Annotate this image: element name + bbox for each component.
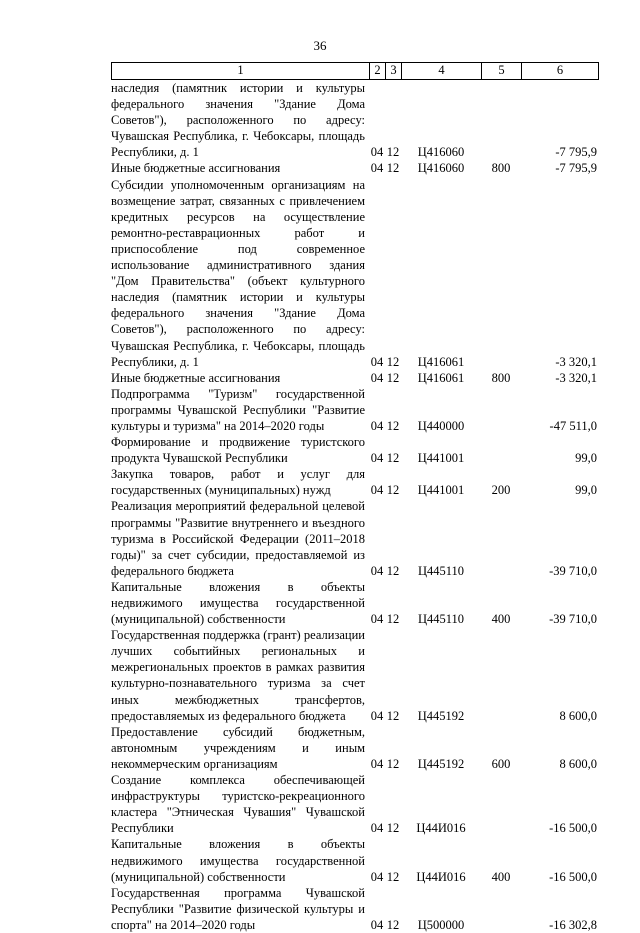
target-article-code: Ц44И016 — [416, 821, 466, 836]
subsection-code: 12 — [386, 161, 400, 176]
column-header: 2 — [369, 63, 385, 79]
table-row — [111, 434, 599, 466]
section-code: 04 — [370, 917, 384, 932]
target-article-code: Ц445110 — [417, 563, 465, 578]
section-code: 04 — [370, 483, 384, 498]
target-article-code: Ц500000 — [417, 917, 465, 932]
table-row — [111, 160, 599, 176]
column-header: 4 — [401, 63, 481, 79]
section-code: 04 — [370, 354, 384, 369]
table-row — [111, 370, 599, 386]
table-row — [111, 627, 599, 724]
amount: -16 500,0 — [549, 821, 597, 836]
subsection-code: 12 — [386, 483, 400, 498]
subsection-code: 12 — [386, 370, 400, 385]
target-article-code: Ц416060 — [417, 161, 465, 176]
subsection-code: 12 — [386, 756, 400, 771]
subsection-code: 12 — [386, 821, 400, 836]
amount: -7 795,9 — [555, 161, 597, 176]
expense-type-code: 800 — [491, 370, 511, 385]
section-code: 04 — [370, 418, 384, 433]
table-row — [111, 772, 599, 836]
row-description: Капитальные вложения в объекты недвижимого имущества государственной (муниципальной) собственности — [111, 837, 365, 884]
table-row — [111, 724, 599, 772]
target-article-code: Ц445110 — [417, 612, 465, 627]
section-code: 04 — [370, 161, 384, 176]
row-description: Капитальные вложения в объекты недвижимого имущества государственной (муниципальной) собственности — [111, 579, 365, 627]
table-row — [111, 885, 599, 933]
row-description: Подпрограмма "Туризм" государственной программы Чувашской Республики "Развитие культуры и туризма" на 2014–2020 годы — [111, 386, 365, 433]
target-article-code: Ц440000 — [417, 418, 465, 433]
target-article-code: Ц44И016 — [416, 869, 466, 884]
expense-type-code: 400 — [491, 869, 511, 884]
row-description: наследия (памятник истории и культуры федерального значения "Здание Дома Советов"), расположенного по адресу: Чувашская Республика, г. Чебоксары, площадь Республики, д. 1 — [111, 81, 365, 160]
table-row — [111, 80, 599, 160]
table-row — [111, 466, 599, 498]
table-row — [111, 498, 599, 578]
amount: -16 302,8 — [549, 917, 597, 932]
row-description: Формирование и продвижение туристского продукта Чувашской Республики — [111, 435, 365, 466]
section-code: 04 — [370, 145, 384, 160]
column-header: 3 — [385, 63, 401, 79]
amount: 99,0 — [575, 483, 597, 498]
section-code: 04 — [370, 756, 384, 771]
section-code: 04 — [370, 370, 384, 385]
table-row — [111, 177, 599, 370]
target-article-code: Ц445192 — [417, 708, 465, 723]
table-row — [111, 836, 599, 884]
target-article-code: Ц441001 — [417, 451, 465, 466]
subsection-code: 12 — [386, 708, 400, 723]
section-code: 04 — [370, 821, 384, 836]
amount: 99,0 — [575, 451, 597, 466]
page-number: 36 — [313, 38, 327, 53]
section-code: 04 — [370, 451, 384, 466]
amount: -39 710,0 — [549, 563, 597, 578]
amount: -7 795,9 — [555, 145, 597, 160]
row-description: Иные бюджетные ассигнования — [111, 161, 281, 176]
subsection-code: 12 — [386, 145, 400, 160]
target-article-code: Ц441001 — [417, 483, 465, 498]
section-code: 04 — [370, 708, 384, 723]
target-article-code: Ц416061 — [417, 370, 465, 385]
subsection-code: 12 — [386, 917, 400, 932]
amount: 8 600,0 — [559, 708, 597, 723]
amount: -3 320,1 — [555, 370, 597, 385]
subsection-code: 12 — [386, 418, 400, 433]
amount: -47 511,0 — [549, 418, 597, 433]
expense-type-code: 800 — [491, 161, 511, 176]
subsection-code: 12 — [386, 451, 400, 466]
table-row — [111, 386, 599, 434]
budget-table — [111, 62, 599, 933]
target-article-code: Ц416060 — [417, 145, 465, 160]
column-header: 1 — [111, 63, 369, 79]
row-description: Государственная программа Чувашской Республики "Развитие физической культуры и спорта" на 2014–2020 годы — [111, 885, 365, 932]
column-header: 5 — [481, 63, 521, 79]
expense-type-code: 600 — [491, 756, 511, 771]
amount: -39 710,0 — [549, 612, 597, 627]
amount: -3 320,1 — [555, 354, 597, 369]
column-header: 6 — [521, 63, 599, 79]
row-description: Создание комплекса обеспечивающей инфраструктуры туристско-рекреационного кластера "Этническая Чувашия" Чувашской Республики — [111, 773, 365, 836]
subsection-code: 12 — [386, 563, 400, 578]
amount: -16 500,0 — [549, 869, 597, 884]
target-article-code: Ц416061 — [417, 354, 465, 369]
section-code: 04 — [370, 869, 384, 884]
section-code: 04 — [370, 612, 384, 627]
row-description: Реализация мероприятий федеральной целевой программы "Развитие внутреннего и въездного туризма в Российской Федерации (2011–2018 годы)" за счет субсидии, предоставляемой из федерального бюджета — [111, 499, 365, 578]
target-article-code: Ц445192 — [417, 756, 465, 771]
expense-type-code: 400 — [491, 612, 511, 627]
table-body — [111, 80, 599, 933]
table-header — [111, 62, 599, 80]
table-row — [111, 579, 599, 627]
row-description: Закупка товаров, работ и услуг для государственных (муниципальных) нужд — [111, 467, 365, 498]
row-description: Государственная поддержка (грант) реализации лучших событийных региональных и межрегиональных проектов в рамках развития культурно-познавательного туризма за счет иных межбюджетных трансфертов, предоставляемых из федерального бюджета — [111, 628, 365, 723]
section-code: 04 — [370, 563, 384, 578]
expense-type-code: 200 — [491, 483, 511, 498]
row-description: Иные бюджетные ассигнования — [111, 370, 281, 385]
subsection-code: 12 — [386, 612, 400, 627]
row-description: Предоставление субсидий бюджетным, автономным учреждениям и иным некоммерческим организациям — [111, 724, 365, 771]
subsection-code: 12 — [386, 869, 400, 884]
subsection-code: 12 — [386, 354, 400, 369]
amount: 8 600,0 — [559, 756, 597, 771]
row-description: Субсидии уполномоченным организациям на возмещение затрат, связанных с привлечением кредитных ресурсов на осуществление ремонтно-реставрационных работ и приспособление под современное использование административного здания "Дом Правительства" (объект культурного наследия (памятник истории и культуры федерального значения "Здание Дома Советов"), расположенного по адресу: Чувашская Республика, г. Чебоксары, площадь Республики, д. 1 — [111, 177, 365, 369]
